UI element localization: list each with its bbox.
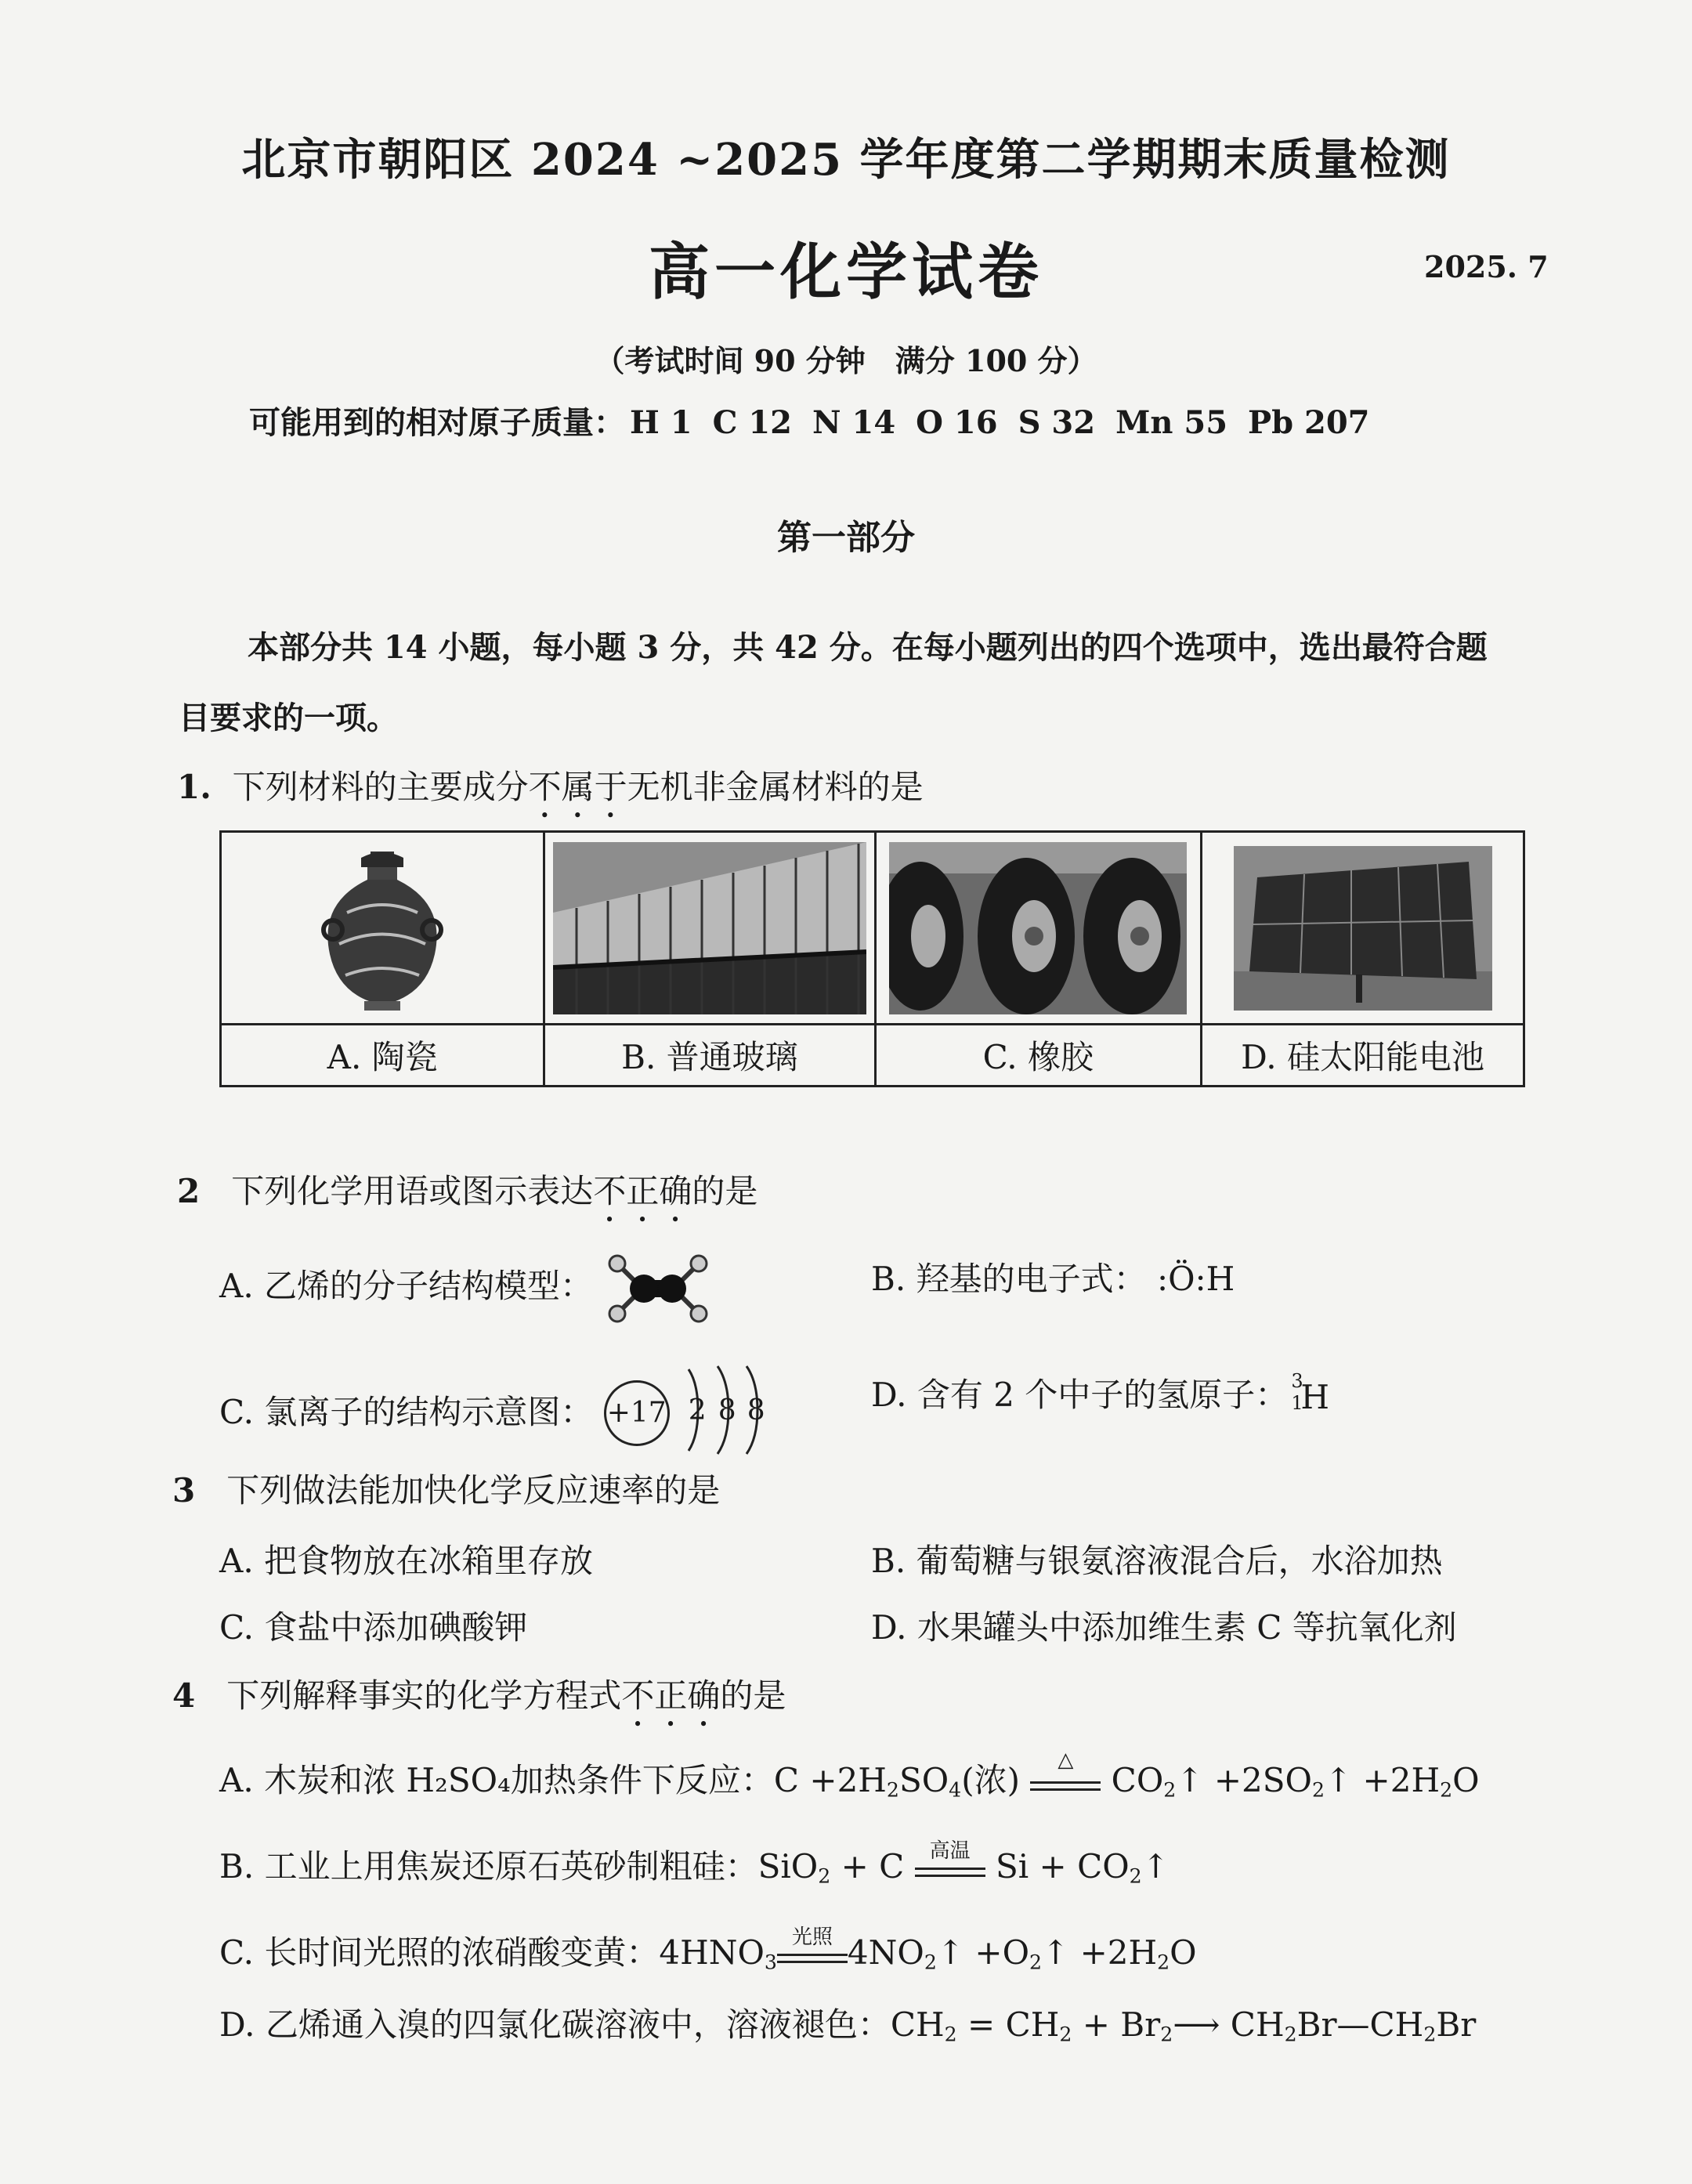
option-text: A. 木炭和浓 H₂SO₄加热条件下反应：: [219, 1761, 774, 1799]
stem-text: 无机非金属材料的是: [627, 768, 924, 806]
mass-mn: Mn 55: [1115, 404, 1228, 441]
shell-1-count: 2: [688, 1394, 707, 1426]
atomic-masses: [249, 398, 1370, 443]
materials-table: [219, 830, 1525, 1087]
mass-number: 3: [1291, 1370, 1303, 1392]
ethylene-model-icon: [603, 1253, 713, 1324]
page-title: 高一化学试卷: [648, 237, 1043, 308]
question-number: 3: [172, 1471, 196, 1510]
reaction-arrow: [915, 1839, 985, 1877]
solar-panel-image: [1234, 846, 1492, 1011]
question-number: 1.: [177, 768, 212, 806]
nucleus-circle: +17: [604, 1380, 670, 1446]
mass-c: C 12: [712, 404, 792, 441]
image-cell: [1202, 832, 1524, 1025]
instructions-line-1: 本部分共 14 小题，每小题 3 分，共 42 分。在每小题列出的四个选项中，选出最符合题: [248, 629, 1488, 666]
q4-option-a: A. 木炭和浓 H₂SO₄加热条件下反应：$C +2H_2SO_4$(浓) △ $CO_2↑$ $+2SO_2↑ +2H_2O$: [219, 1748, 1480, 1802]
emphasis-text: 不属于: [528, 768, 627, 806]
reaction-arrow: [777, 1925, 848, 1963]
q4-option-b: B. 工业上用焦炭还原石英砂制粗硅：SiO$_2$ + C 高温 $Si + CO_2↑$: [219, 1841, 1170, 1888]
stem-text: 下列解释事实的化学方程式: [226, 1676, 622, 1715]
shell-2-count: 8: [718, 1394, 736, 1426]
q2-option-c: [219, 1363, 768, 1457]
option-b-label: B. 普通玻璃: [544, 1025, 875, 1087]
q4-option-c: C. 长时间光照的浓硝酸变黄：$4HNO_3$ 光照 $4NO_2↑$ $+O_2↑ +2H_2O$: [219, 1927, 1197, 1974]
emphasis-text: 不正确: [621, 1676, 721, 1715]
q2-option-d: [871, 1369, 1329, 1416]
q2-option-a: [219, 1253, 713, 1324]
stem-text: 的是: [720, 1676, 786, 1715]
exam-header-line: 北京市朝阳区 2024 ~2025 学年度第二学期期末质量检测: [241, 134, 1451, 186]
option-a-label: A. 陶瓷: [221, 1025, 544, 1087]
mass-n: N 14: [812, 404, 896, 441]
part-title: 第一部分: [777, 518, 915, 558]
mass-h: H 1: [630, 404, 692, 441]
image-cell: [544, 832, 875, 1025]
option-text: A. 乙烯的分子结构模型：: [219, 1267, 594, 1305]
atomic-number: 1: [1291, 1392, 1303, 1414]
reaction-condition: 高温: [929, 1839, 971, 1863]
stem-text: 下列做法能加快化学反应速率的是: [226, 1471, 721, 1510]
rubber-tires-image: [889, 842, 1187, 1014]
mass-o: O 16: [916, 404, 998, 441]
instructions-line-2: 目要求的一项。: [179, 700, 398, 736]
q4-option-d: D. 乙烯通入溴的四氯化碳溶液中，溶液褪色：$CH_2 = CH_2$ + $Br_2⟶$ $CH_2Br—CH_2Br$: [219, 2005, 1477, 2046]
option-c-label: C. 橡胶: [875, 1025, 1202, 1087]
image-cell: [221, 832, 544, 1025]
option-d-label: D. 硅太阳能电池: [1202, 1025, 1524, 1087]
shell-3-count: 8: [747, 1394, 765, 1426]
element-symbol: H: [1300, 1378, 1329, 1416]
reaction-condition: △: [1058, 1748, 1074, 1772]
image-cell: [875, 832, 1202, 1025]
stem-text: 下列化学用语或图示表达: [231, 1172, 594, 1210]
hydroxyl-electron-formula: :Ö:H: [1156, 1260, 1235, 1298]
option-text: C. 氯离子的结构示意图：: [219, 1393, 594, 1431]
stem-text: 下列材料的主要成分: [232, 768, 529, 806]
porcelain-vase-image: [316, 842, 449, 1014]
stem-text: 的是: [692, 1172, 758, 1210]
q3-option-a: A. 把食物放在冰箱里存放: [219, 1542, 594, 1580]
question-number: 2: [177, 1172, 201, 1210]
exam-info: （考试时间 90 分钟 满分 100 分）: [595, 343, 1097, 378]
option-text: D. 含有 2 个中子的氢原子：: [871, 1376, 1289, 1414]
q3-option-b: B. 葡萄糖与银氨溶液混合后，水浴加热: [871, 1542, 1443, 1580]
emphasis-text: 不正确: [593, 1172, 692, 1210]
question-2-stem: [177, 1166, 757, 1229]
question-3-stem: [172, 1465, 720, 1512]
question-number: 4: [172, 1676, 196, 1715]
q3-option-d: D. 水果罐头中添加维生素 C 等抗氧化剂: [871, 1608, 1457, 1647]
option-text: C. 长时间光照的浓硝酸变黄：: [219, 1933, 660, 1972]
glass-building-image: [553, 842, 866, 1014]
option-text: B. 羟基的电子式：: [871, 1260, 1147, 1298]
reaction-condition: 光照: [791, 1925, 833, 1949]
option-text: B. 工业上用焦炭还原石英砂制粗硅：: [219, 1847, 758, 1886]
reaction-arrow: [1030, 1748, 1101, 1791]
question-1-stem: [177, 761, 924, 825]
mass-s: S 32: [1018, 404, 1096, 441]
q3-option-c: C. 食盐中添加碘酸钾: [219, 1608, 528, 1647]
option-text: D. 乙烯通入溴的四氯化碳溶液中，溶液褪色：: [219, 2005, 891, 2044]
exam-date: 2025. 7: [1424, 249, 1549, 284]
chloride-ion-diagram: [604, 1363, 768, 1457]
nuclide-notation: [1288, 1370, 1329, 1416]
q2-option-b: [871, 1253, 1235, 1300]
atomic-masses-label: 可能用到的相对原子质量：: [249, 404, 625, 441]
mass-pb: Pb 207: [1248, 404, 1370, 441]
question-4-stem: [172, 1670, 786, 1734]
